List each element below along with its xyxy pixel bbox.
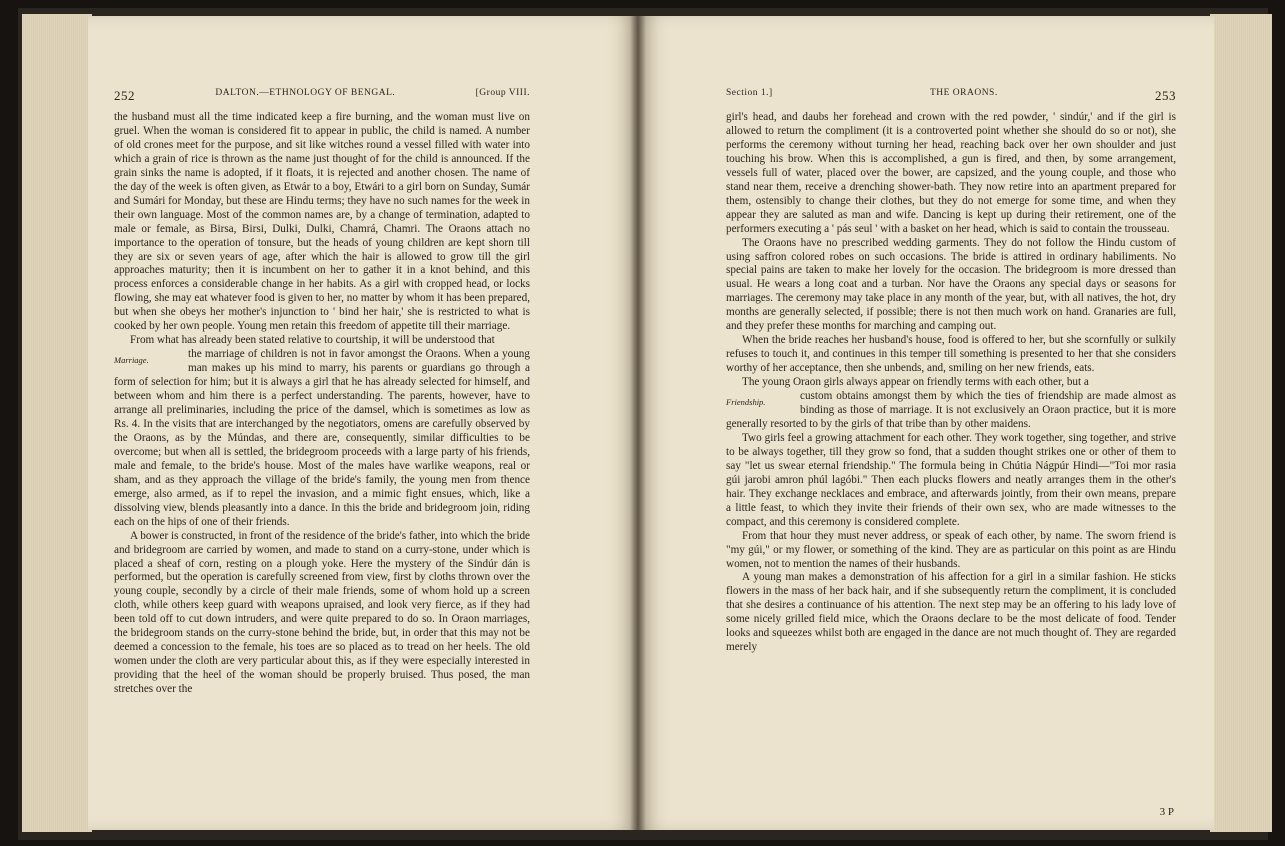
right-page [638,16,1214,830]
left-group-label: [Group VIII. [475,88,530,98]
paragraph [726,390,1176,432]
left-body-text [114,111,530,697]
right-page-number: 253 [1154,88,1176,103]
left-page [88,16,638,830]
paragraph: A bower is constructed, in front of the residence of the bride's father, into which the bride and bridegroom are carried by women, and made to stand on a curry-stone, under which is placed a sheaf of corn, resting on a plough yoke. Here the mystery of the Sindúr dán is performed, but the operation is carefully screened from view, first by cloths thrown over the young couple, secondly by a circle of their male friends, some of whom hold up a screen cloth, while others keep guard with weapons upraised, and look very fierce, as if they had been told off to cut down intruders, and were quite prepared to do so. In Oraon marriages, the bridegroom stands on the curry-stone behind the bride, but, in order that this may not be deemed a concession to the female, his toes are so placed as to tread on her heels. The old women under the cloth are very particular about this, as if they were especially interested in providing that the heel of the woman should be properly bruised. Thus posed, the man stretches over the [114,529,530,696]
paragraph: girl's head, and daubs her forehead and crown with the red powder, ' sindúr,' and if the girl is allowed to return the compliment (it is a controverted point whether she should do so or not), she performs the ceremony without turning her head, reaching back over her own shoulder and just touching his brow. When this is accomplished, a gun is fired, and then, by some arrangement, vessels full of water, placed over the bower, are capsized, and the young couple, and those who stand near them, receive a drenching shower-bath. They now retire into an apartment prepared for them, ostensibly to change their clothes, but they do not emerge for some time, and when they appear they are saluted as man and wife. Dancing is kept up during their retirement, one of the performers executing a ' pás seul ' with a basket on her head, which is said to contain the trousseau. [726,111,1176,235]
right-section-label: Section 1.] [726,88,773,98]
paragraph: A young man makes a demonstration of his affection for a girl in a similar fashion. He sticks flowers in the mass of her back hair, and if she subsequently return the compliment, it is concluded that she desires a continuance of his attention. The next step may be an offering to his lady love of some nicely grilled field mice, which the Oraons declare to be the most delicate of food. Tender looks and squeezes whilst both are engaged in the dance are not much thought of. They are regarded merely [726,571,1176,654]
right-running-head [726,88,1176,104]
left-running-title: DALTON.—ETHNOLOGY OF BENGAL. [215,88,396,98]
paragraph-rest: custom obtains amongst them by which the ties of friendship are made almost as binding as those of marriage. It is not exclusively an Oraon practice, but it is more generally resorted to by the girls of that tribe than by other maidens. [726,390,1176,430]
paragraph [114,348,530,529]
sidenote-friendship: Friendship. [726,397,766,408]
signature-mark: 3 P [1159,806,1174,818]
paragraph-rest: the marriage of children is not in favor amongst the Oraons. When a young man makes up his mind to marry, his parents or guardians go through a form of selection for him; but it is always a girl that he has already selected for himself, and between whom and him there is a perfect understanding. The parents, however, have to arrange all preliminaries, including the price of the damsel, which is sometimes as low as Rs. 4. In the visits that are interchanged by the negotiators, omens are carefully observed by the Oraons, as by the Múndas, and there are, consequently, similar difficulties to be overcome; but when all is settled, the bridegroom proceeds with a large party of his friends, male and female, to the bride's house. Most of the males have warlike weapons, real or sham, and as they approach the village of the bride's family, the young men from thence emerge, also armed, as if to repel the invasion, and a mimic fight ensues, which, like a dissolving view, blends pleasantly into a dance. In this the bride and bridegroom join, riding each on the hips of one of their friends. [114,348,530,528]
paragraph-lead: From what has already been stated relative to courtship, it will be understood that [130,334,495,347]
paragraph: the husband must all the time indicated keep a fire burning, and the woman must live on gruel. When the woman is considered fit to appear in public, the child is named. A number of old crones meet for the purpose, and sit like witches round a vessel filled with water into which a grain of rice is thrown as the name just thought of for the child is announced. If the grain sinks the name is adopted, if it floats, it is rejected and another chosen. The name of the day of the week is often given, as Etwár to a boy, Etwári to a girl born on Sunday, Sumár and Sumári for Monday, but these are Hindu terms; they have no such names for the week in their own language. Most of the common names are, by a change of termination, adapted to male or female, as Birsa, Birsi, Dulki, Dulki, Chamrá, Chamri. The Oraons attach no importance to the operation of tonsure, but the heads of young children are kept shorn till they are six or seven years of age, after which the hair is allowed to grow till the girl approaches maturity; then it is incumbent on her to gather it in a knot behind, and this process enforces a considerable change in her habits. As a girl with cropped head, or locks flowing, she may eat whatever food is given to her, no matter by whom it has been prepared, but when she obeys her mother's injunction to ' bind her hair,' she is restricted to what is cooked by her own people. Young men retain this freedom of appetite till their marriage. [114,111,530,333]
right-running-title: THE ORAONS. [929,88,998,98]
paragraph: Two girls feel a growing attachment for each other. They work together, sing together, and strive to be always together, till they grow so fond, that a sudden thought strikes one or other of them to say "let us swear eternal friendship." The formula being in Chútia Nágpúr Hindi—"Toi mor rasia gúi jarobi amron phúl lagóbi." Then each plucks flowers and neatly arranges them in the other's hair. They exchange necklaces and embrace, and afterwards jointly, from their own means, prepare a little feast, to which they invite their friends of their own sex, who are made witnesses to the compact, and this ceremony is considered complete. [726,431,1176,528]
right-body-text [726,111,1176,655]
right-page-edges [1210,14,1272,832]
left-page-number: 252 [114,88,135,103]
paragraph-lead: The young Oraon girls always appear on friendly terms with each other, but a [742,376,1089,389]
paragraph: When the bride reaches her husband's house, food is offered to her, but she scornfully or sulkily refuses to touch it, and continues in this temper till something is presented to her that she considers worthy of her acceptance, then she unbends, and, smiling on her new friends, eats. [726,334,1176,375]
left-running-head [114,88,530,104]
book-gutter [630,16,646,830]
left-page-edges [22,14,92,832]
paragraph: From that hour they must never address, or speak of each other, by name. The sworn friend is "my gúi," or my flower, or something of the kind. They are as particular on this point as are Hindu women, not to mention the names of their husbands. [726,529,1176,570]
paragraph: The Oraons have no prescribed wedding garments. They do not follow the Hindu custom of using saffron colored robes on such occasions. The bride is attired in ordinary habiliments. No special pains are taken to make her lovely for the occasion. The bridegroom is more dressed than usual. He wears a long coat and a turban. Nor have the Oraons any special days or seasons for marriages. The ceremony may take place in any month of the year, but, with all natives, the hot, dry months are generally selected, if possible; there is not then much work on hand. Granaries are full, and they prefer these months for marching and camping out. [726,236,1176,333]
sidenote-marriage: Marriage. [114,355,149,366]
